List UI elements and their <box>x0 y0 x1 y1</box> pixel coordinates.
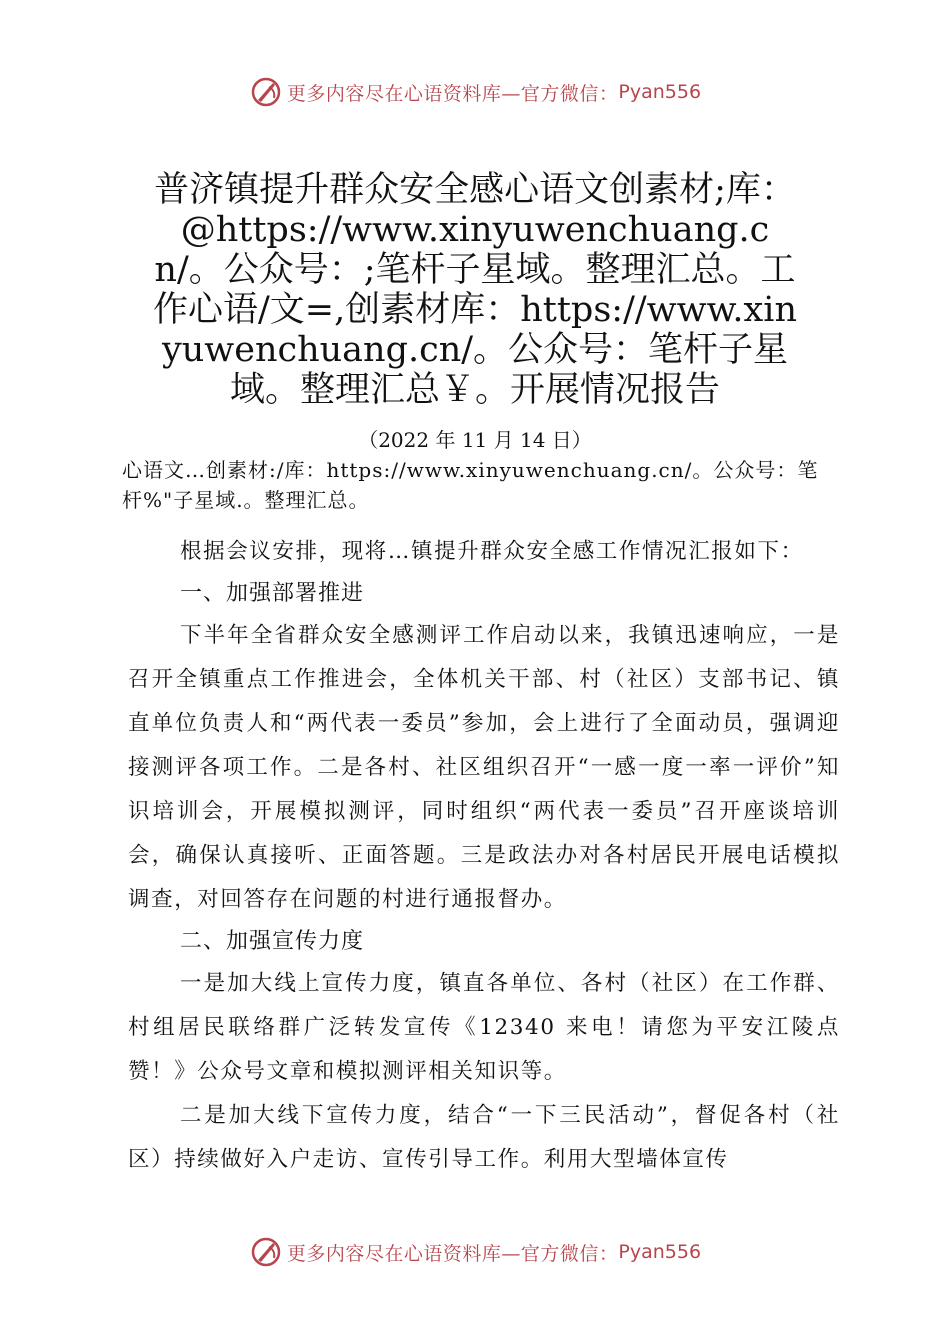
section-heading-1: 一、加强部署推进 <box>180 581 365 606</box>
document-date: （2022 年 11 月 14 日） <box>358 428 592 452</box>
quill-logo-icon <box>249 1235 283 1269</box>
header-banner <box>0 70 950 114</box>
section-2-paragraph-1: 一是加大线上宣传力度，镇直各单位、各村（社区）在工作群、村组居民联络群广泛转发宣传《12340 来电！请您为平安江陵点赞！》公众号文章和模拟测评相关知识等。 <box>128 971 840 1084</box>
banner-wechat-id: Pyan556 <box>618 1241 702 1263</box>
banner-text: 更多内容尽在心语资料库—官方微信： <box>286 82 619 105</box>
section-1-paragraph: 下半年全省群众安全感测评工作启动以来，我镇迅速响应，一是召开全镇重点工作推进会，全体机关干部、村（社区）支部书记、镇直单位负责人和“两代表一委员”参加，会上进行了全面动员，强调迎接测评各项工作。二是各村、社区组织召开“一感一度一率一评价”知识培训会，开展模拟测评，同时组织“两代表一委员”召开座谈培训会，确保认真接听、正面答题。三是政法办对各村居民开展电话模拟调查，对回答存在问题的村进行通报督办。 <box>128 623 840 912</box>
footer-banner <box>0 1230 950 1274</box>
banner-wechat-id: Pyan556 <box>618 81 702 103</box>
document-body <box>128 530 840 1182</box>
section-2-paragraph-2: 二是加大线下宣传力度，结合“一下三民活动”，督促各村（社区）持续做好入户走访、宣传引导工作。利用大型墙体宣传 <box>128 1103 840 1172</box>
quill-logo-icon <box>249 75 283 109</box>
source-note: 心语文…创素材:/库：https://www.xinyuwenchuang.cn/。公众号：笔杆%"子星域.。整理汇总。 <box>122 458 819 512</box>
document-title: 普济镇提升群众安全感心语文创素材;库：@https://www.xinyuwenchuang.cn/。公众号：;笔杆子星域。整理汇总。工作心语/文=,创素材库：https://www.xinyuwenchuang.cn/。公众号：笔杆子星域。整理汇总￥。开展情况报告 <box>153 170 797 410</box>
banner-text: 更多内容尽在心语资料库—官方微信： <box>286 1242 619 1265</box>
intro-paragraph: 根据会议安排，现将…镇提升群众安全感工作情况汇报如下： <box>180 539 804 564</box>
section-heading-2: 二、加强宣传力度 <box>180 929 365 954</box>
